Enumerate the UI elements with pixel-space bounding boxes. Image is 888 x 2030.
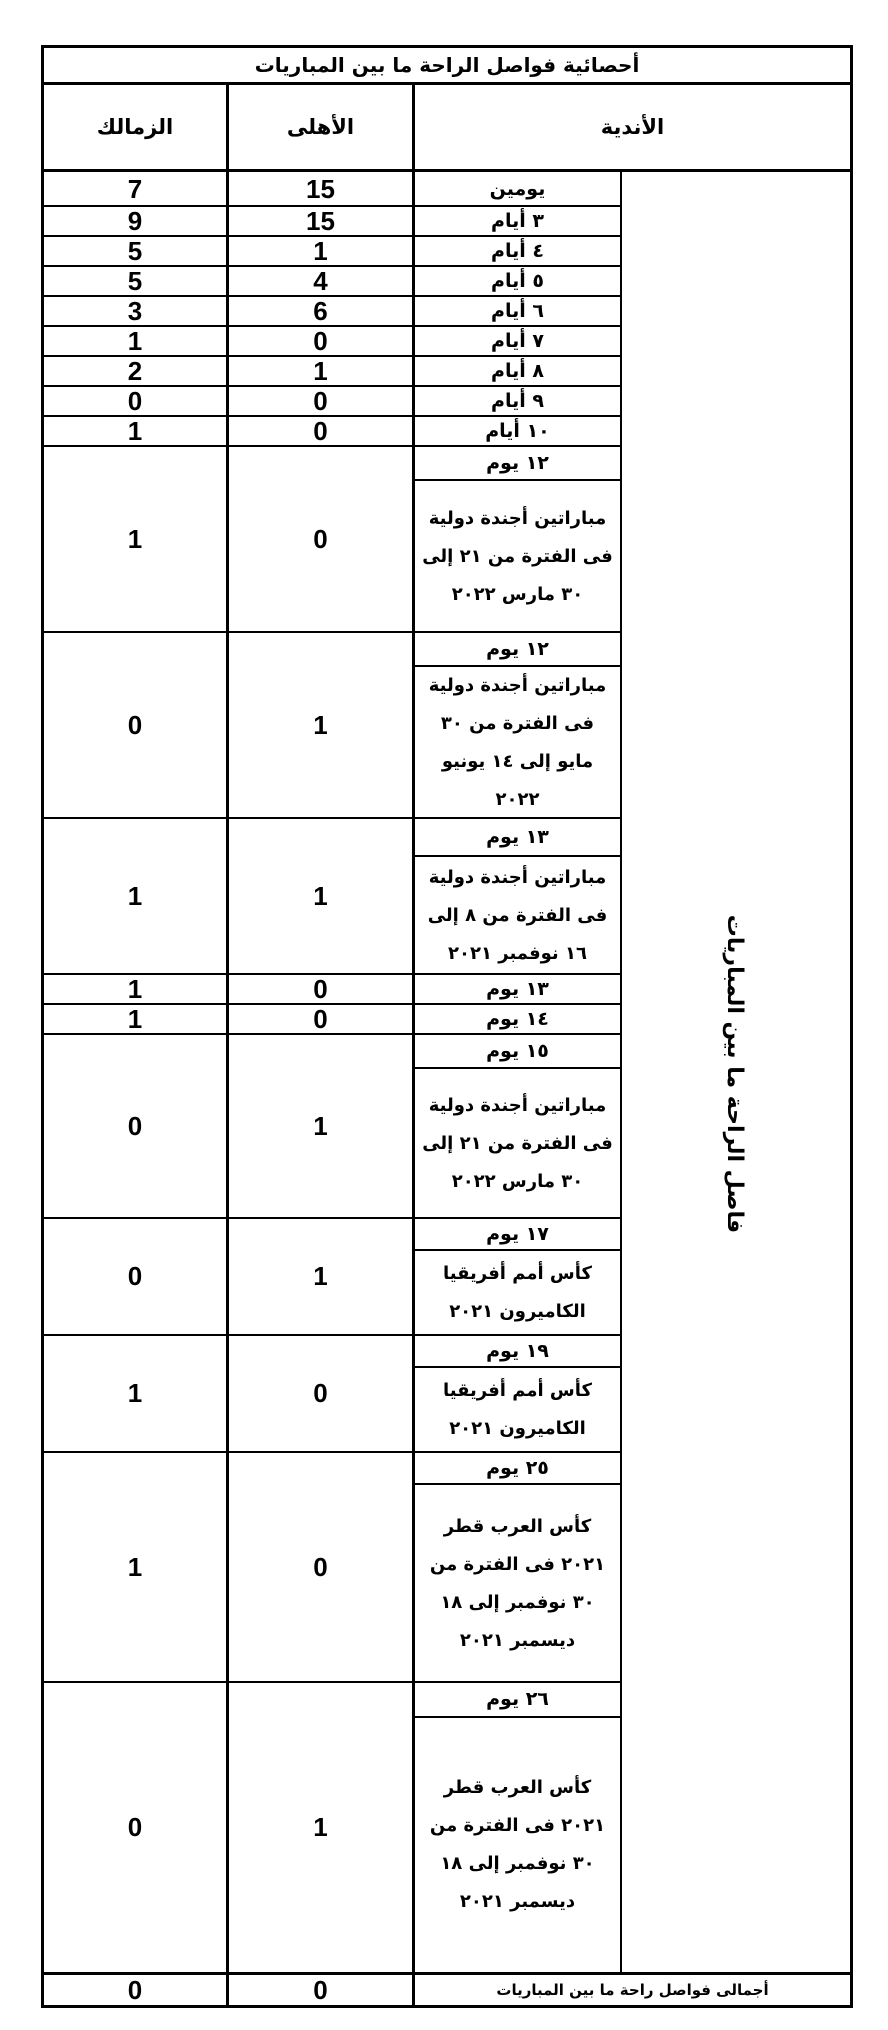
- cell-ahly: 0: [313, 385, 328, 416]
- cell-ahly: 15: [306, 205, 335, 236]
- header-zamalek: الزمالك: [96, 115, 174, 139]
- cell-zamalek: 5: [127, 235, 143, 266]
- cell-zamalek: 0: [127, 1261, 143, 1291]
- row-note: مباراتين أجندة دولية فى الفترة من ٢١ إلى ٣٠ مارس ٢٠٢٢: [422, 1094, 613, 1192]
- row-label: ١٣ يوم: [486, 978, 549, 1000]
- row-label: ١٤ يوم: [486, 1008, 549, 1030]
- row-label: ١٣ يوم: [486, 825, 549, 848]
- row-label: ١٠ أيام: [485, 420, 550, 442]
- row-note: كأس أمم أفريقيا الكاميرون ٢٠٢١: [442, 1263, 592, 1322]
- row-label: ٢٥ يوم: [486, 1456, 549, 1479]
- cell-ahly: 1: [313, 1261, 328, 1291]
- cell-zamalek: 3: [127, 295, 143, 326]
- cell-zamalek: 9: [127, 205, 143, 236]
- row-label: يومين: [489, 178, 546, 200]
- cell-zamalek: 1: [127, 1378, 143, 1408]
- side-label: فاصل الراحة ما بين المباريات: [722, 914, 748, 1234]
- row-note: كأس العرب قطر ٢٠٢١ فى الفترة من ٣٠ نوفمبر إلى ١٨ ديسمبر ٢٠٢١: [429, 1515, 606, 1651]
- row-label: ١٥ يوم: [486, 1039, 549, 1062]
- row-label: ٢٦ يوم: [486, 1688, 549, 1710]
- cell-zamalek: 5: [127, 265, 143, 296]
- cell-zamalek: 1: [127, 325, 143, 356]
- row-note: كأس العرب قطر ٢٠٢١ فى الفترة من ٣٠ نوفمبر إلى ١٨ ديسمبر ٢٠٢١: [429, 1777, 606, 1912]
- total-ahly: 0: [313, 1974, 328, 2005]
- cell-ahly: 0: [313, 1003, 328, 1034]
- cell-ahly: 1: [313, 235, 328, 266]
- cell-ahly: 1: [313, 709, 328, 740]
- rest-intervals-table: [41, 45, 853, 2008]
- cell-ahly: 0: [313, 973, 328, 1004]
- header-ahly: الأهلى: [286, 115, 355, 139]
- row-label: ٨ أيام: [491, 360, 544, 382]
- cell-zamalek: 0: [127, 1811, 143, 1842]
- cell-ahly: 1: [313, 355, 328, 386]
- row-note: مباراتين أجندة دولية فى الفترة من ٣٠ مايو إلى ١٤ يونيو ٢٠٢٢: [428, 674, 607, 810]
- cell-zamalek: 7: [127, 173, 143, 204]
- row-note: مباراتين أجندة دولية فى الفترة من ٨ إلى ١٦ نوفمبر ٢٠٢١: [427, 866, 608, 964]
- cell-ahly: 0: [313, 1378, 328, 1408]
- cell-ahly: 1: [313, 1811, 328, 1842]
- cell-ahly: 4: [313, 265, 328, 296]
- cell-ahly: 6: [313, 295, 328, 326]
- row-label: ١٩ يوم: [486, 1339, 549, 1362]
- total-label: أجمالى فواصل راحة ما بين المباريات: [496, 1981, 769, 1999]
- cell-zamalek: 0: [127, 709, 143, 740]
- cell-ahly: 1: [313, 1110, 328, 1141]
- cell-zamalek: 1: [127, 1003, 143, 1034]
- col-divider-3: [620, 172, 622, 1972]
- cell-zamalek: 1: [127, 415, 143, 446]
- cell-ahly: 0: [313, 415, 328, 446]
- cell-zamalek: 1: [127, 880, 143, 911]
- row-label: ٤ أيام: [491, 240, 544, 262]
- row-label: ٣ أيام: [491, 210, 544, 232]
- row-note: مباراتين أجندة دولية فى الفترة من ٢١ إلى ٣٠ مارس ٢٠٢٢: [422, 507, 613, 605]
- cell-ahly: 15: [306, 173, 335, 204]
- cell-zamalek: 1: [127, 973, 143, 1004]
- cell-ahly: 0: [313, 325, 328, 356]
- row-label: ١٧ يوم: [486, 1222, 549, 1245]
- total-zamalek: 0: [127, 1974, 143, 2005]
- row-label: ١٢ يوم: [486, 637, 549, 660]
- row-label: ٦ أيام: [491, 300, 544, 322]
- header-clubs: الأندية: [600, 115, 665, 139]
- row-label: ٧ أيام: [491, 330, 544, 352]
- row-label: ١٢ يوم: [486, 451, 549, 474]
- cell-zamalek: 0: [127, 1110, 143, 1141]
- cell-zamalek: 1: [127, 523, 143, 554]
- cell-zamalek: 2: [127, 355, 143, 386]
- cell-ahly: 0: [313, 523, 328, 554]
- cell-zamalek: 0: [127, 385, 143, 416]
- cell-ahly: 0: [313, 1551, 328, 1582]
- cell-ahly: 1: [313, 880, 328, 911]
- row-label: ٩ أيام: [491, 390, 544, 412]
- row-label: ٥ أيام: [491, 270, 544, 292]
- table-title: أحصائية فواصل الراحة ما بين المباريات: [254, 53, 640, 77]
- row-note: كأس أمم أفريقيا الكاميرون ٢٠٢١: [442, 1380, 592, 1439]
- cell-zamalek: 1: [127, 1551, 143, 1582]
